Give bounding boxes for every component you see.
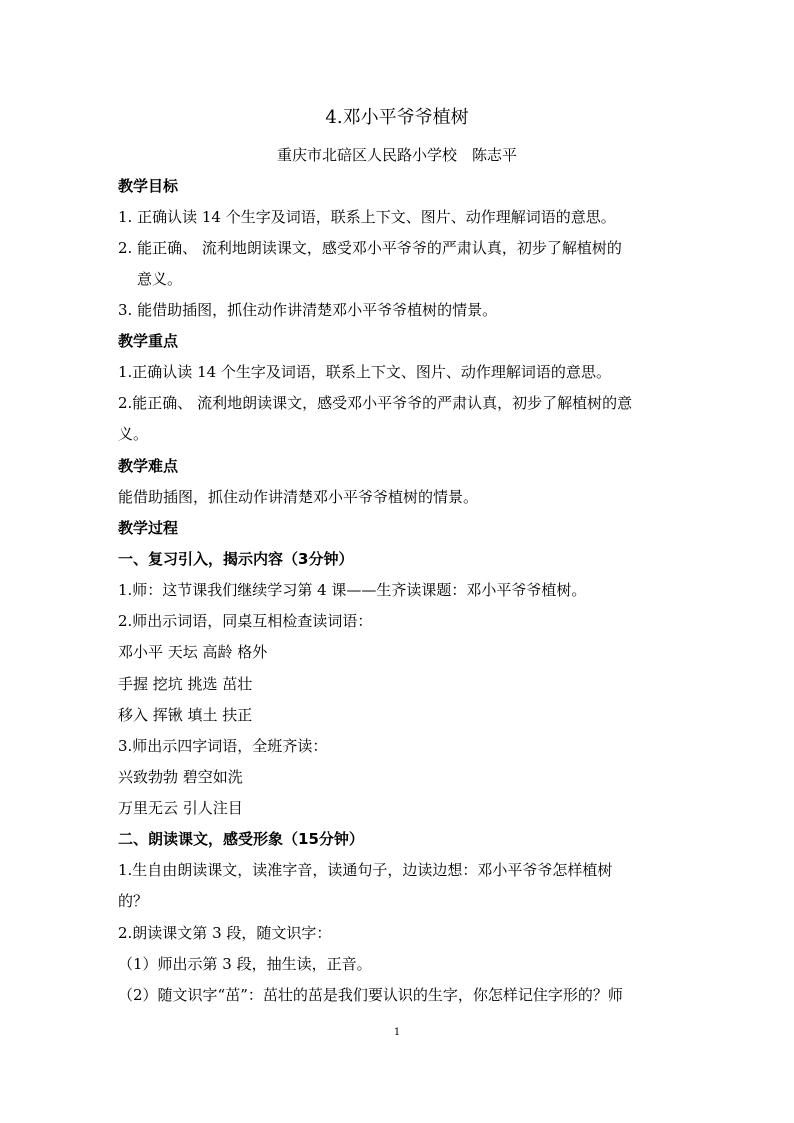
difficulty-line: 能借助插图，抓住动作讲清楚邓小平爷爷植树的情景。 <box>118 488 479 506</box>
heading-teaching-process: 教学过程 <box>118 519 179 537</box>
process-line: 2.朗读课文第 3 段，随文识字： <box>118 924 332 942</box>
process-line: 3.师出示四字词语，全班齐读： <box>118 737 328 755</box>
heading-difficulties: 教学难点 <box>118 457 179 475</box>
document-title: 4.邓小平爷爷植树 <box>325 107 469 128</box>
word-row: 万里无云 引人注目 <box>118 799 243 817</box>
process-subline: （2）随文识字“茁”：茁壮的茁是我们要认识的生字，你怎样记住字形的？师 <box>118 986 623 1004</box>
process-line: 2.师出示词语，同桌互相检查读词语： <box>118 612 373 630</box>
heading-teaching-goals: 教学目标 <box>118 177 179 195</box>
word-row: 邓小平 天坛 高龄 格外 <box>118 643 268 661</box>
process-line: 1.师：这节课我们继续学习第 4 课——生齐读课题：邓小平爷爷植树。 <box>118 581 587 599</box>
key-point-line: 2.能正确、 流利地朗读课文，感受邓小平爷爷的严肃认真，初步了解植树的意 <box>118 394 633 412</box>
word-row: 兴致勃勃 碧空如洗 <box>118 768 243 786</box>
process-line: 1.生自由朗读课文，读准字音，读通句子，边读边想：邓小平爷爷怎样植树 <box>118 861 613 879</box>
goal-line: 1. 正确认读 14 个生字及词语，联系上下文、图片、动作理解词语的意思。 <box>118 208 616 226</box>
word-row: 手握 挖坑 挑选 茁壮 <box>118 675 253 693</box>
section-heading-review: 一、复习引入，揭示内容（3分钟） <box>118 550 354 568</box>
goal-line-continuation: 意义。 <box>137 270 183 288</box>
goal-line: 3. 能借助插图，抓住动作讲清楚邓小平爷爷植树的情景。 <box>118 301 498 319</box>
section-heading-reading: 二、朗读课文，感受形象（15分钟） <box>118 830 364 848</box>
goal-line: 2. 能正确、 流利地朗读课文，感受邓小平爷爷的严肃认真，初步了解植树的 <box>118 239 622 257</box>
process-subline: （1）师出示第 3 段，抽生读，正音。 <box>118 955 372 973</box>
heading-key-points: 教学重点 <box>118 332 179 350</box>
key-point-line: 1.正确认读 14 个生字及词语，联系上下文、图片、动作理解词语的意思。 <box>118 363 611 381</box>
process-line-continuation: 的？ <box>118 892 149 910</box>
page-number: 1 <box>393 1027 401 1038</box>
word-row: 移入 挥锹 填土 扶正 <box>118 706 253 724</box>
author-line: 重庆市北碚区人民路小学校 陈志平 <box>276 146 517 164</box>
key-point-line-continuation: 义。 <box>118 425 149 443</box>
